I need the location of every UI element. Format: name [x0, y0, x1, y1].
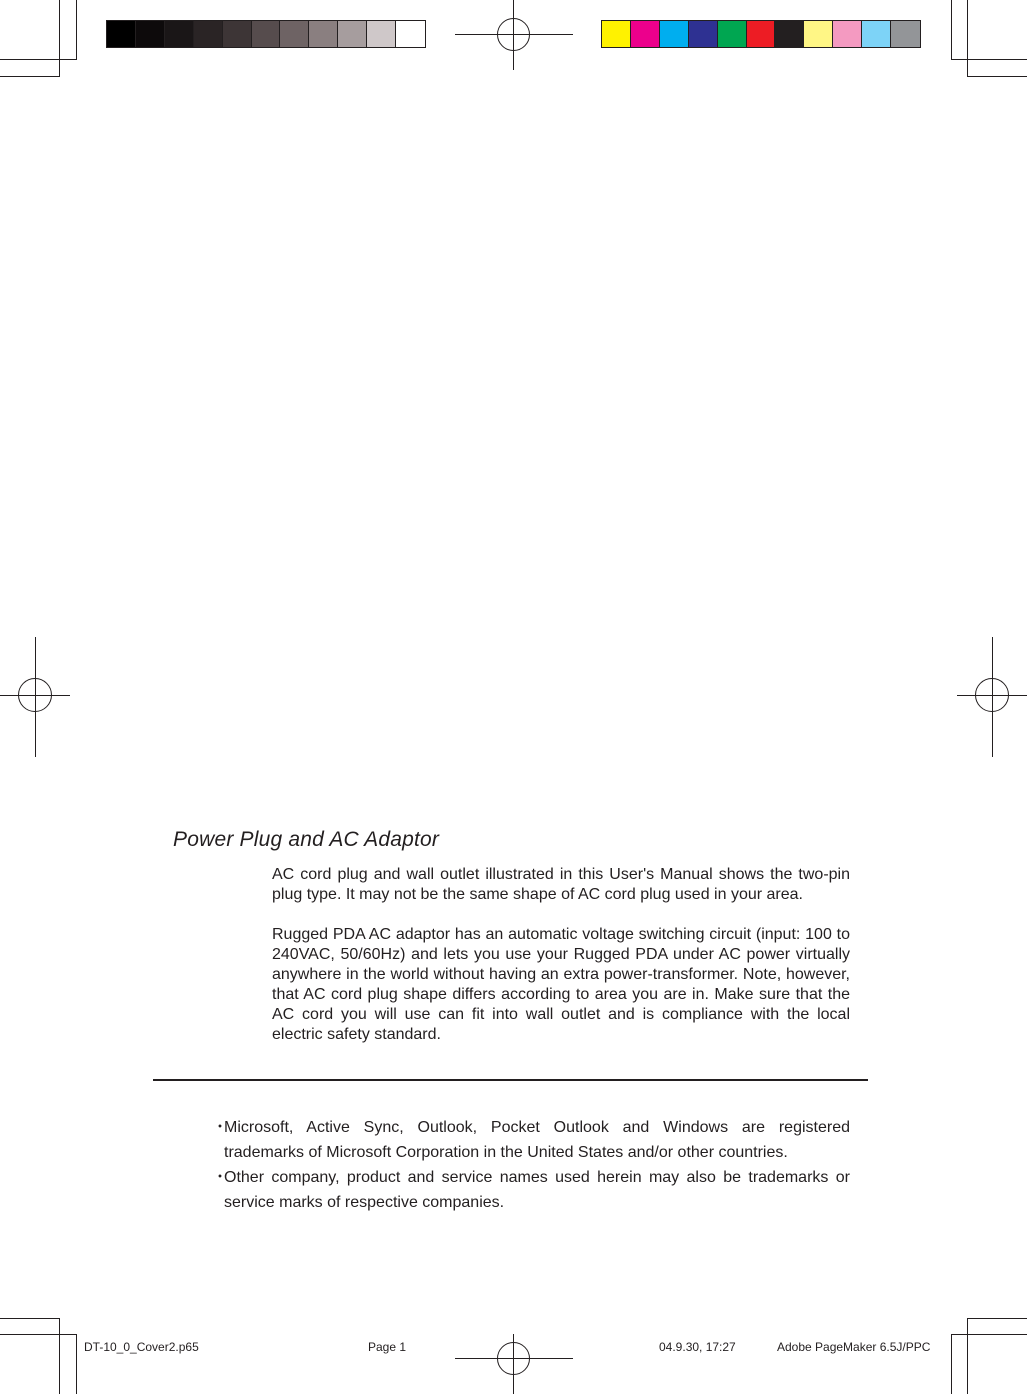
- section-divider: [153, 1079, 868, 1081]
- gray-swatch-7: [280, 21, 309, 47]
- gray-swatch-10: [367, 21, 396, 47]
- gray-swatch-11: [396, 21, 425, 47]
- color-swatch-9: [833, 21, 862, 47]
- crop-mark-bottom-left-v: [59, 1318, 60, 1394]
- gray-swatch-4: [194, 21, 223, 47]
- gray-swatch-2: [136, 21, 165, 47]
- section-paragraph-1: AC cord plug and wall outlet illustrated in this User's Manual shows the two-pin plug type. It may not be the same shape of AC cord plug used in your area.: [272, 866, 850, 903]
- section-paragraph-2: Rugged PDA AC adaptor has an automatic voltage switching circuit (input: 100 to 240VAC, 50/60Hz) and lets you use your Rugged PDA under AC power virtually anywhere in the world without having an extra power-transformer. Note, however, that AC cord plug shape differs according to area you are in. Make sure that the AC cord you will use can fit into wall outlet and is compliance with the local electric safety standard.: [272, 926, 850, 1043]
- color-swatch-3: [660, 21, 689, 47]
- gray-swatch-8: [309, 21, 338, 47]
- color-swatch-5: [718, 21, 747, 47]
- gray-calibration-bar: [106, 20, 426, 48]
- color-swatch-7: [775, 21, 804, 47]
- crop-mark-bottom-left-h2: [0, 1318, 60, 1319]
- color-swatch-1: [602, 21, 631, 47]
- color-swatch-4: [689, 21, 718, 47]
- crop-mark-top-left-v2: [76, 0, 77, 60]
- crop-mark-top-right-v: [967, 0, 968, 76]
- gray-swatch-3: [165, 21, 194, 47]
- bullet: ・: [212, 1119, 229, 1136]
- crop-mark-top-right-h2: [967, 76, 1027, 77]
- list-item: [212, 1165, 850, 1215]
- registration-mark-bottom: [455, 1334, 573, 1394]
- gray-swatch-9: [338, 21, 367, 47]
- registration-mark-right: [957, 637, 1027, 757]
- color-swatch-11: [891, 21, 920, 47]
- crop-mark-top-right-h: [951, 59, 1027, 60]
- bullet: ・: [212, 1169, 229, 1186]
- list-item: [212, 1115, 850, 1165]
- crop-mark-bottom-right-h2: [967, 1318, 1027, 1319]
- crop-mark-bottom-right-v2: [951, 1334, 952, 1394]
- color-calibration-bar: [601, 20, 921, 48]
- crop-mark-top-left-v: [59, 0, 60, 76]
- crop-mark-bottom-right-v: [967, 1318, 968, 1394]
- gray-swatch-1: [107, 21, 136, 47]
- color-swatch-6: [747, 21, 776, 47]
- slug-page: Page 1: [368, 1340, 407, 1354]
- crop-mark-bottom-left-v2: [76, 1334, 77, 1394]
- registration-mark-left: [0, 637, 70, 757]
- crop-mark-top-left-h2: [0, 76, 60, 77]
- gray-swatch-6: [252, 21, 281, 47]
- slug-application: Adobe PageMaker 6.5J/PPC: [777, 1340, 931, 1354]
- color-swatch-2: [631, 21, 660, 47]
- trademark-note-text: Other company, product and service names used herein may also be trademarks or service marks of respective companies.: [224, 1169, 850, 1211]
- crop-mark-top-left-h: [0, 59, 76, 60]
- trademark-note-text: Microsoft, Active Sync, Outlook, Pocket Outlook and Windows are registered trademarks of Microsoft Corporation in the United States and/or other countries.: [224, 1119, 850, 1161]
- crop-mark-bottom-left-h: [0, 1334, 76, 1335]
- trademark-notes: [212, 1115, 850, 1215]
- slug-timestamp: 04.9.30, 17:27: [659, 1340, 736, 1354]
- gray-swatch-5: [223, 21, 252, 47]
- crop-mark-bottom-right-h: [951, 1334, 1027, 1335]
- slug-filename: DT-10_0_Cover2.p65: [84, 1340, 199, 1354]
- color-swatch-10: [862, 21, 891, 47]
- crop-mark-top-right-v2: [951, 0, 952, 60]
- color-swatch-8: [804, 21, 833, 47]
- registration-mark-top: [455, 0, 573, 70]
- section-heading: Power Plug and AC Adaptor: [173, 828, 440, 851]
